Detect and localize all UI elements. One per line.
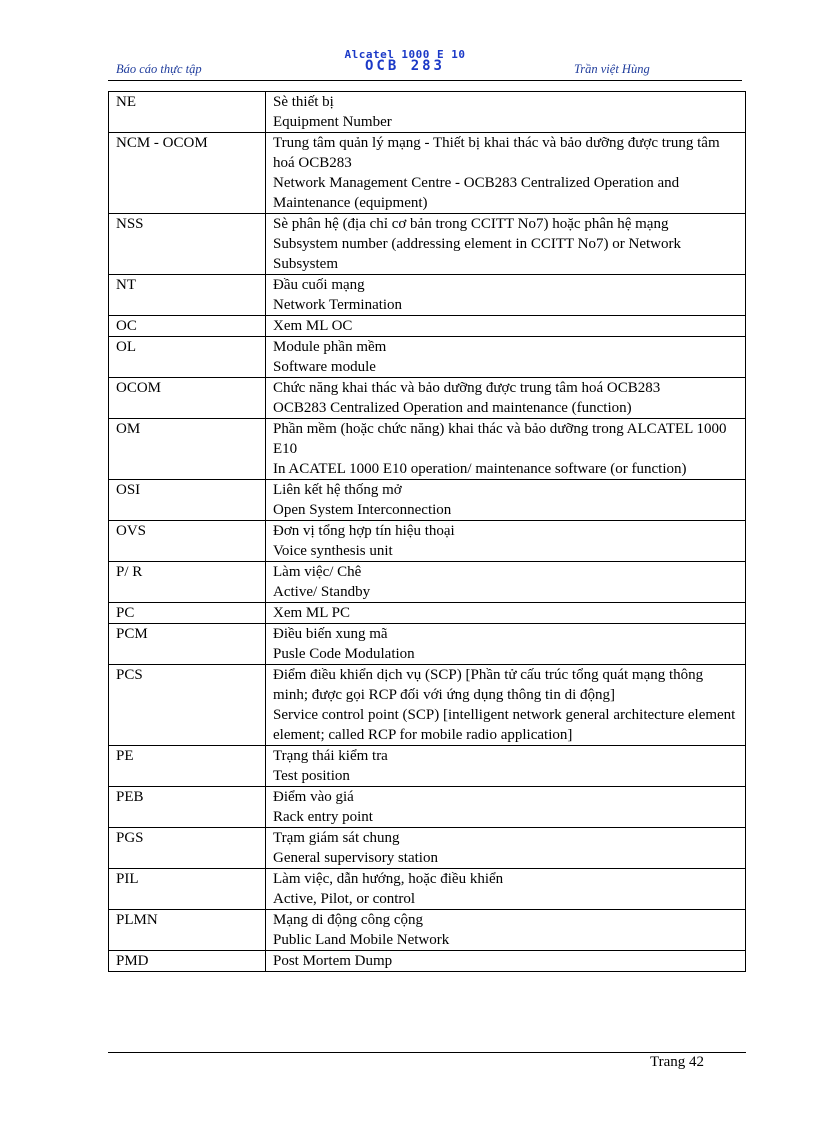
definition-line: Chức năng khai thác và bảo dưỡng được trung tâm hoá OCB283 — [273, 380, 661, 396]
table-row — [109, 214, 746, 275]
abbreviation-cell: OCOM — [109, 378, 266, 419]
definition-line: Xem ML OC — [273, 318, 353, 334]
definition-cell — [266, 378, 746, 419]
definition-line: Rack entry point — [273, 809, 373, 825]
abbreviation-cell: PLMN — [109, 910, 266, 951]
definition-line: Xem ML PC — [273, 605, 350, 621]
abbreviation-cell: NCM - OCOM — [109, 133, 266, 214]
abbreviation-cell: NT — [109, 275, 266, 316]
abbreviation-cell: PE — [109, 746, 266, 787]
logo-line-2: OCB 283 — [364, 58, 445, 74]
abbreviation-cell: PCM — [109, 624, 266, 665]
table-row — [109, 133, 746, 214]
abbreviation-cell: P/ R — [109, 562, 266, 603]
table-row — [109, 480, 746, 521]
abbreviation-cell: NE — [109, 92, 266, 133]
alcatel-logo — [330, 50, 480, 73]
definition-line: Module phần mềm — [273, 339, 387, 355]
definition-line: Phần mềm (hoặc chức năng) khai thác và bảo dưỡng trong ALCATEL 1000 E10 — [273, 421, 727, 457]
definition-line: Mạng di động công cộng — [273, 912, 423, 928]
definition-cell — [266, 910, 746, 951]
definition-cell — [266, 275, 746, 316]
definition-line: Liên kết hệ thống mở — [273, 482, 402, 498]
table-row — [109, 419, 746, 480]
header-left-text: Báo cáo thực tập — [116, 62, 202, 76]
definition-cell — [266, 746, 746, 787]
definition-line: Sè thiết bị — [273, 94, 334, 110]
definition-line: Software module — [273, 359, 376, 375]
abbreviation-cell: NSS — [109, 214, 266, 275]
definition-line: Điểm vào giá — [273, 789, 354, 805]
page-header — [108, 50, 742, 81]
abbreviation-cell: OL — [109, 337, 266, 378]
table-row — [109, 910, 746, 951]
definition-line: Public Land Mobile Network — [273, 932, 450, 948]
definition-line: OCB283 Centralized Operation and maintenance (function) — [273, 400, 632, 416]
definition-cell — [266, 787, 746, 828]
definition-line: Đơn vị tổng hợp tín hiệu thoại — [273, 523, 455, 539]
definition-line: Làm việc/ Chê — [273, 564, 362, 580]
definition-cell — [266, 316, 746, 337]
abbreviation-cell: PMD — [109, 951, 266, 972]
header-right-text: Trần việt Hùng — [574, 62, 650, 76]
page-number: Trang 42 — [650, 1054, 705, 1070]
abbreviation-cell: OVS — [109, 521, 266, 562]
glossary-table — [108, 91, 746, 972]
table-row — [109, 951, 746, 972]
abbreviation-cell: OC — [109, 316, 266, 337]
definition-line: Equipment Number — [273, 114, 392, 130]
definition-line: Đầu cuối mạng — [273, 277, 365, 293]
definition-line: Active/ Standby — [273, 584, 371, 600]
definition-line: Post Mortem Dump — [273, 953, 393, 969]
abbreviation-cell: OSI — [109, 480, 266, 521]
table-row — [109, 787, 746, 828]
abbreviation-cell: PGS — [109, 828, 266, 869]
definition-line: Điểm điều khiển dịch vụ (SCP) [Phần tử cấu trúc tổng quát mạng thông minh; được gọi RCP đối với ứng dụng thông tin di động] — [273, 667, 704, 703]
definition-line: In ACATEL 1000 E10 operation/ maintenance software (or function) — [273, 461, 687, 477]
table-row — [109, 275, 746, 316]
table-row — [109, 665, 746, 746]
definition-line: Test position — [273, 768, 350, 784]
definition-cell — [266, 951, 746, 972]
definition-cell — [266, 665, 746, 746]
definition-cell — [266, 337, 746, 378]
table-row — [109, 562, 746, 603]
definition-line: Open System Interconnection — [273, 502, 452, 518]
abbreviation-cell: PEB — [109, 787, 266, 828]
definition-cell — [266, 624, 746, 665]
definition-line: Service control point (SCP) [intelligent network general architecture element element; called RCP for mobile radio application] — [273, 707, 736, 743]
definition-line: Trạng thái kiểm tra — [273, 748, 388, 764]
definition-cell — [266, 869, 746, 910]
logo-line-1: Alcatel 1000 E 10 — [344, 48, 466, 61]
table-row — [109, 828, 746, 869]
definition-line: Network Termination — [273, 297, 403, 313]
definition-line: Trạm giám sát chung — [273, 830, 400, 846]
definition-cell — [266, 521, 746, 562]
definition-line: Làm việc, dẫn hướng, hoặc điều khiển — [273, 871, 504, 887]
definition-cell — [266, 133, 746, 214]
definition-cell — [266, 828, 746, 869]
definition-cell — [266, 603, 746, 624]
definition-line: Network Management Centre - OCB283 Centralized Operation and Maintenance (equipment) — [273, 175, 680, 211]
table-row — [109, 869, 746, 910]
definition-line: Sè phân hệ (địa chỉ cơ bản trong CCITT No7) hoặc phân hệ mạng — [273, 216, 669, 232]
definition-cell — [266, 480, 746, 521]
table-row — [109, 378, 746, 419]
definition-cell — [266, 562, 746, 603]
abbreviation-cell: PIL — [109, 869, 266, 910]
table-row — [109, 521, 746, 562]
abbreviation-cell: PC — [109, 603, 266, 624]
definition-line: Pusle Code Modulation — [273, 646, 415, 662]
abbreviation-cell: OM — [109, 419, 266, 480]
table-row — [109, 92, 746, 133]
definition-line: Trung tâm quản lý mạng - Thiết bị khai thác và bảo dưỡng được trung tâm hoá OCB283 — [273, 135, 720, 171]
table-row — [109, 624, 746, 665]
definition-cell — [266, 92, 746, 133]
glossary-body — [109, 92, 746, 972]
definition-cell — [266, 419, 746, 480]
definition-cell — [266, 214, 746, 275]
table-row — [109, 337, 746, 378]
definition-line: Active, Pilot, or control — [273, 891, 416, 907]
definition-line: General supervisory station — [273, 850, 438, 866]
table-row — [109, 746, 746, 787]
definition-line: Subsystem number (addressing element in CCITT No7) or Network Subsystem — [273, 236, 681, 272]
footer-rule — [108, 1052, 746, 1053]
table-row — [109, 316, 746, 337]
abbreviation-cell: PCS — [109, 665, 266, 746]
definition-line: Điều biến xung mã — [273, 626, 388, 642]
table-row — [109, 603, 746, 624]
definition-line: Voice synthesis unit — [273, 543, 393, 559]
